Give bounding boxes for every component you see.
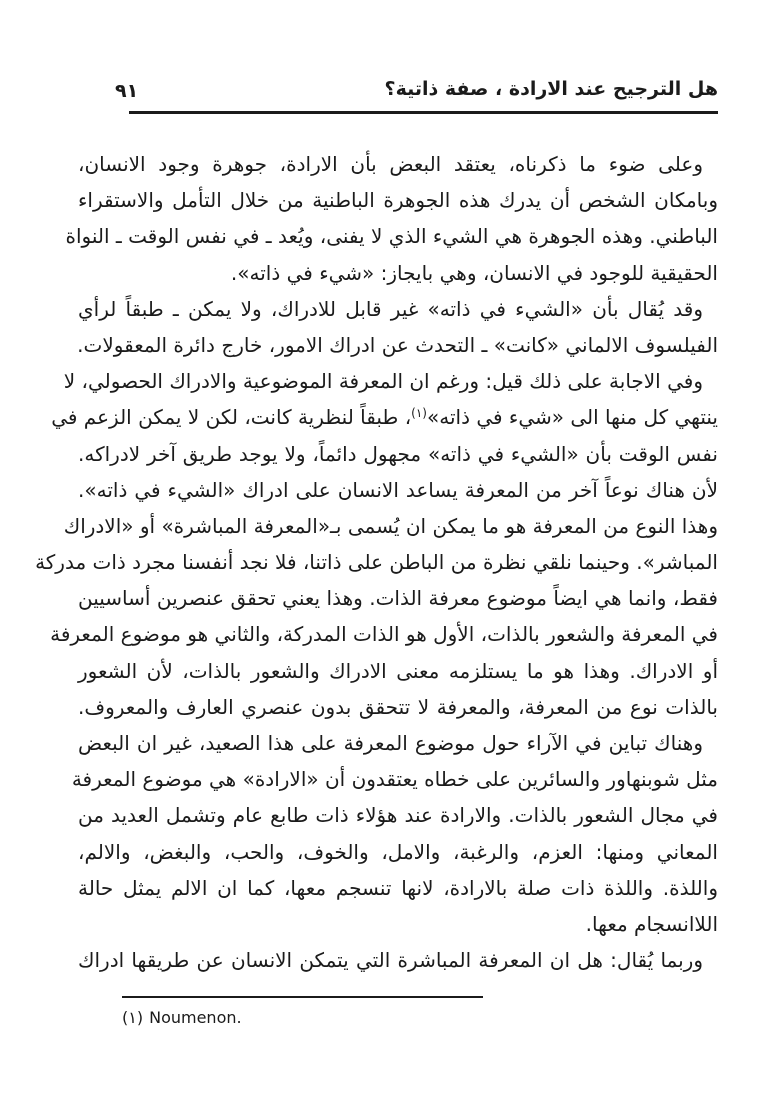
body-line: المباشر». وحينما نلقي نظرة من الباطن على ذاتنا، فلا نجد أنفسنا مجرد ذات مدركة [35, 550, 718, 575]
body-line: وقد يُقال بأن «الشيء في ذاته» غير قابل للادراك، ولا يمكن ـ طبقاً لرأي [78, 296, 703, 321]
body-line: لأن هناك نوعاً آخر من المعرفة يساعد الانسان على ادراك «الشيء في ذاته». [78, 477, 718, 502]
footnote-divider [122, 996, 483, 998]
body-line: وربما يُقال: هل ان المعرفة المباشرة التي يتمكن الانسان عن طريقها ادراك [78, 948, 703, 973]
body-line: وفي الاجابة على ذلك قيل: ورغم ان المعرفة الموضوعية والادراك الحصولي، لا [63, 369, 703, 394]
body-line: الحقيقية للوجود في الانسان، وهي بايجاز: «شيء في ذاته». [230, 260, 718, 285]
body-line: واللذة. واللذة ذات صلة بالارادة، لانها تنسجم معها، كما ان الالم يمثل حالة [78, 875, 718, 900]
body-text [35, 146, 718, 978]
body-line: وعلى ضوء ما ذكرناه، يعتقد البعض بأن الارادة، جوهرة وجود الانسان، [78, 152, 703, 176]
footnote-text: Noumenon. [149, 1008, 242, 1027]
body-line: في مجال الشعور بالذات. والارادة عند هؤلاء ذات طابع عام وتشمل العديد من [78, 803, 718, 828]
page-number: ٩١ [115, 80, 139, 102]
body-line: مثل شوبنهاور والسائرين على خطاه يعتقدون أن «الارادة» هي موضوع المعرفة [71, 767, 718, 792]
footnote [122, 1008, 242, 1027]
body-line: وهناك تباين في الآراء حول موضوع المعرفة على هذا الصعيد، غير ان البعض [78, 731, 703, 755]
line-text: ينتهي كل منها الى «شيء في ذاته» [426, 405, 718, 430]
body-line: فقط، وانما هي ايضاً موضوع معرفة الذات. وهذا يعني تحقق عنصرين أساسيين [78, 586, 718, 611]
header-divider [129, 111, 718, 114]
body-line: الباطني. وهذه الجوهرة هي الشيء الذي لا يفنى، ويُعد ـ في نفس الوقت ـ النواة [65, 224, 718, 249]
footnote-ref: (١) [411, 406, 427, 421]
body-line: المعاني ومنها: العزم، والرغبة، والامل، والخوف، والحب، والبغض، والالم، [78, 839, 718, 864]
page-title: هل الترجيح عند الارادة ، صفة ذاتية؟ [384, 78, 718, 100]
body-line [51, 399, 718, 435]
footnote-marker: (١) [122, 1008, 144, 1027]
body-line: وهذا النوع من المعرفة هو ما يمكن ان يُسمى بـ«المعرفة المباشرة» أو «الادراك [63, 513, 718, 538]
body-line: أو الادراك. وهذا هو ما يستلزمه معنى الادراك والشعور بالذات، لأن الشعور [78, 658, 718, 683]
line-text: ، طبقاً لنظرية كانت، لكن لا يمكن الزعم في [51, 405, 412, 430]
body-line: الفيلسوف الالماني «كانت» ـ التحدث عن ادراك الامور، خارج دائرة المعقولات. [77, 332, 718, 357]
body-line: نفس الوقت بأن «الشيء في ذاته» مجهول دائماً، ولا يوجد طريق آخر لادراكه. [78, 441, 718, 466]
body-line: اللاانسجام معها. [585, 911, 718, 936]
body-line: وبامكان الشخص أن يدرك هذه الجوهرة الباطنية من خلال التأمل والاستقراء [78, 188, 718, 213]
body-line: في المعرفة والشعور بالذات، الأول هو الذات المدركة، والثاني هو موضوع المعرفة [50, 622, 718, 647]
body-line: بالذات نوع من المعرفة، والمعرفة لا تتحقق بدون عنصري العارف والمعروف. [78, 694, 718, 719]
